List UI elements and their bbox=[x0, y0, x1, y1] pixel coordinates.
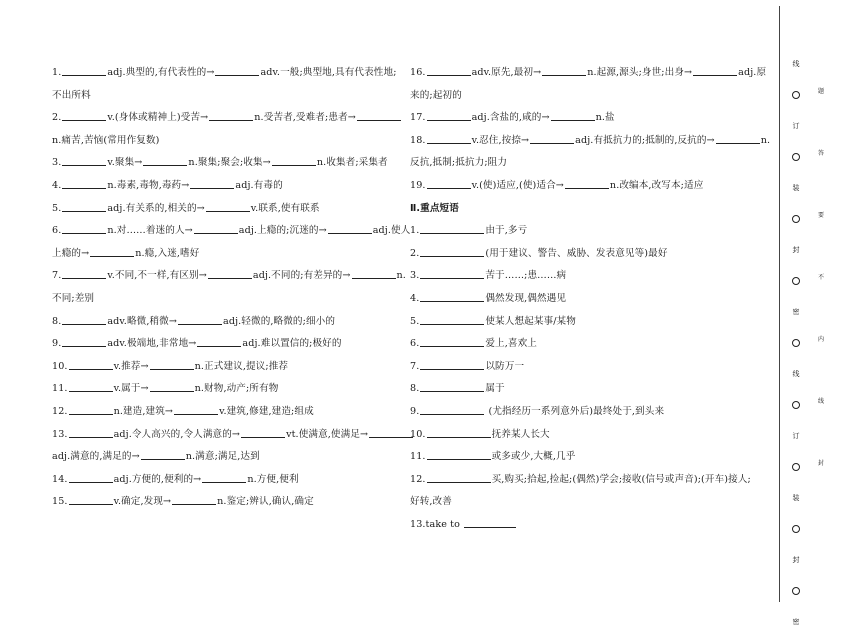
line-text: adj.令人高兴的,令人满意的→ bbox=[113, 428, 241, 440]
answer-blank[interactable] bbox=[420, 359, 484, 370]
binding-warning-char: 内 bbox=[817, 336, 824, 343]
answer-blank[interactable] bbox=[69, 472, 113, 483]
answer-blank[interactable] bbox=[427, 133, 471, 144]
answer-blank[interactable] bbox=[69, 381, 113, 392]
text-line bbox=[52, 424, 388, 447]
line-text: 11. bbox=[52, 383, 68, 395]
line-text: adj.满意的,满足的→ bbox=[52, 451, 140, 463]
line-text: 17. bbox=[410, 112, 426, 124]
line-text: n.鉴定;辨认,确认,确定 bbox=[217, 496, 314, 508]
binding-warning-char: 题 bbox=[817, 88, 824, 95]
text-line bbox=[52, 401, 388, 424]
binding-mark-char: 封 bbox=[792, 246, 800, 254]
binding-mark-char: 封 bbox=[792, 556, 800, 564]
binding-mark-char: 线 bbox=[792, 370, 800, 378]
line-text: 15. bbox=[52, 496, 68, 508]
answer-blank[interactable] bbox=[141, 449, 185, 460]
text-line bbox=[52, 288, 388, 311]
line-text: adj.有抵抗力的;抵制的,反抗的→ bbox=[575, 134, 715, 146]
section-title: 重点短语 bbox=[420, 202, 459, 214]
line-text: 4. bbox=[410, 292, 420, 304]
text-line bbox=[410, 62, 767, 85]
line-text: v.建筑,修建,建造;组成 bbox=[219, 405, 314, 417]
text-line bbox=[410, 514, 758, 537]
line-text: adj.使人 bbox=[372, 225, 411, 237]
line-text: 11. bbox=[410, 451, 426, 463]
text-line bbox=[52, 491, 388, 514]
answer-blank[interactable] bbox=[420, 223, 484, 234]
line-text: n.建造,建筑→ bbox=[113, 405, 174, 417]
answer-blank[interactable] bbox=[206, 201, 250, 212]
answer-blank[interactable] bbox=[208, 268, 252, 279]
vocabulary-column-left bbox=[52, 62, 411, 514]
text-line bbox=[410, 152, 758, 175]
answer-blank[interactable] bbox=[62, 268, 106, 279]
text-line bbox=[410, 175, 758, 198]
answer-blank[interactable] bbox=[62, 201, 106, 212]
line-text: adj.方便的,便利的→ bbox=[113, 473, 202, 485]
binding-hole-circle bbox=[792, 401, 800, 409]
text-line bbox=[52, 469, 388, 492]
line-text: adj.原 bbox=[738, 67, 767, 78]
line-text: 5. bbox=[410, 315, 420, 327]
answer-blank[interactable] bbox=[693, 65, 737, 76]
line-text: n.起源,源头;身世;出身→ bbox=[587, 67, 693, 78]
answer-blank[interactable] bbox=[143, 155, 187, 166]
line-text: n.财物,动产;所有物 bbox=[194, 383, 279, 395]
line-text: 19. bbox=[410, 179, 426, 191]
line-text: 上瘾的→ bbox=[52, 247, 90, 259]
line-text: n.盐 bbox=[595, 112, 615, 124]
answer-blank[interactable] bbox=[197, 336, 241, 347]
text-line bbox=[410, 311, 758, 334]
line-text: 13.take to bbox=[410, 518, 464, 530]
text-line bbox=[52, 198, 388, 221]
answer-blank[interactable] bbox=[420, 381, 484, 392]
binding-mark-char: 订 bbox=[792, 432, 800, 440]
text-line bbox=[52, 85, 388, 108]
answer-blank[interactable] bbox=[272, 155, 316, 166]
line-text: 好转,改善 bbox=[410, 496, 452, 508]
answer-blank[interactable] bbox=[150, 381, 194, 392]
answer-blank[interactable] bbox=[62, 65, 106, 76]
line-text: adv.极端地,非常地→ bbox=[107, 338, 197, 350]
text-line bbox=[410, 491, 758, 514]
text-line bbox=[410, 198, 758, 221]
line-text: adj.不同的;有差异的→ bbox=[252, 270, 351, 282]
vocabulary-column-right bbox=[410, 62, 771, 536]
line-text: n.满意;满足,达到 bbox=[185, 451, 260, 463]
line-text: v.推荐→ bbox=[113, 360, 149, 372]
line-text: 不出所料 bbox=[52, 89, 91, 101]
binding-warning-char: 答 bbox=[817, 150, 824, 157]
text-line bbox=[52, 311, 388, 334]
binding-warning-char: 要 bbox=[817, 212, 824, 219]
answer-blank[interactable] bbox=[150, 359, 194, 370]
line-text: n.聚集;聚会;收集→ bbox=[188, 157, 271, 169]
binding-mark-char: 装 bbox=[792, 184, 800, 192]
answer-blank[interactable] bbox=[69, 404, 113, 415]
line-text: adj.有毒的 bbox=[235, 179, 283, 191]
line-text: (用于建议、警告、威胁、发表意见等)最好 bbox=[485, 247, 668, 259]
answer-blank[interactable] bbox=[420, 246, 484, 257]
line-text: 属于 bbox=[485, 383, 505, 395]
line-text: 12. bbox=[410, 473, 426, 485]
line-text: 7. bbox=[410, 360, 420, 372]
answer-blank[interactable] bbox=[427, 110, 471, 121]
text-line bbox=[52, 130, 388, 153]
text-line bbox=[410, 333, 758, 356]
line-text: 抚养某人长大 bbox=[491, 428, 550, 440]
line-text: 以防万一 bbox=[485, 360, 525, 372]
line-text: 爱上,喜欢上 bbox=[485, 338, 537, 350]
line-text: n.瘾,入迷,嗜好 bbox=[135, 247, 200, 259]
binding-warning-char: 封 bbox=[817, 460, 824, 467]
line-text: 8. bbox=[410, 383, 420, 395]
answer-blank[interactable] bbox=[62, 110, 106, 121]
line-text: n. bbox=[396, 270, 406, 282]
text-line bbox=[410, 356, 758, 379]
answer-blank[interactable] bbox=[420, 404, 484, 415]
line-text: 6. bbox=[52, 225, 62, 237]
line-text: 12. bbox=[52, 405, 68, 417]
line-text: n.改编本,改写本;适应 bbox=[609, 179, 704, 191]
line-text: 偶然发现,偶然遇见 bbox=[485, 292, 567, 304]
binding-mark-char: 装 bbox=[792, 494, 800, 502]
line-text: n.痛苦,苦恼(常用作复数) bbox=[52, 134, 160, 146]
answer-blank[interactable] bbox=[551, 110, 595, 121]
answer-blank[interactable] bbox=[194, 223, 238, 234]
line-text: v.联系,使有联系 bbox=[250, 202, 320, 214]
line-text: adj.上瘾的;沉迷的→ bbox=[238, 225, 327, 237]
text-line bbox=[52, 243, 388, 266]
line-text: 9. bbox=[52, 338, 62, 350]
line-text: 1. bbox=[410, 225, 420, 237]
line-text: n.毒素,毒物,毒药→ bbox=[107, 179, 190, 191]
text-line bbox=[52, 333, 388, 356]
binding-mark-char: 密 bbox=[792, 308, 800, 316]
line-text: 18. bbox=[410, 134, 426, 146]
text-line bbox=[410, 243, 758, 266]
binding-hole-circle bbox=[792, 153, 800, 161]
line-text: v.(使)适应,(使)适合→ bbox=[471, 179, 564, 191]
line-text: 或多或少,大概,几乎 bbox=[491, 451, 576, 463]
line-text: v.不同,不一样,有区别→ bbox=[107, 270, 207, 282]
line-text: n.收集者;采集者 bbox=[316, 157, 388, 169]
answer-blank[interactable] bbox=[90, 246, 134, 257]
binding-mark-char: 线 bbox=[792, 60, 800, 68]
text-line bbox=[410, 378, 758, 401]
text-line bbox=[52, 175, 388, 198]
line-text: n.正式建议,提议;推荐 bbox=[194, 360, 289, 372]
answer-blank[interactable] bbox=[427, 449, 491, 460]
answer-blank[interactable] bbox=[565, 178, 609, 189]
line-text: v.(身体或精神上)受苦→ bbox=[107, 112, 209, 124]
line-text: adj.难以置信的;极好的 bbox=[242, 338, 342, 350]
line-text: n. bbox=[760, 134, 771, 146]
answer-blank[interactable] bbox=[352, 268, 396, 279]
text-line bbox=[52, 265, 406, 288]
text-line bbox=[52, 378, 388, 401]
answer-blank[interactable] bbox=[369, 427, 413, 438]
text-line bbox=[52, 446, 388, 469]
binding-hole-circle bbox=[792, 339, 800, 347]
answer-blank[interactable] bbox=[464, 517, 516, 528]
answer-blank[interactable] bbox=[357, 110, 401, 121]
answer-blank[interactable] bbox=[427, 427, 491, 438]
answer-blank[interactable] bbox=[69, 427, 113, 438]
line-text: n.受苦者,受难者;患者→ bbox=[254, 112, 356, 124]
binding-mark-char: 订 bbox=[792, 122, 800, 130]
text-line bbox=[410, 220, 758, 243]
line-text: 9. bbox=[410, 405, 420, 417]
answer-blank[interactable] bbox=[427, 65, 471, 76]
line-text: v.忍住,按捺→ bbox=[471, 134, 530, 146]
line-text: 14. bbox=[52, 473, 68, 485]
text-line bbox=[410, 401, 758, 424]
line-text: 来的;起初的 bbox=[410, 89, 462, 101]
binding-mark-char: 密 bbox=[792, 618, 800, 626]
line-text: 6. bbox=[410, 338, 420, 350]
section-title: Ⅱ. bbox=[410, 202, 421, 214]
answer-blank[interactable] bbox=[427, 472, 491, 483]
line-text: 16. bbox=[410, 67, 426, 78]
text-line bbox=[410, 107, 758, 130]
answer-blank[interactable] bbox=[241, 427, 285, 438]
line-text: 10. bbox=[52, 360, 68, 372]
answer-blank[interactable] bbox=[190, 178, 234, 189]
text-line bbox=[52, 62, 397, 85]
answer-blank[interactable] bbox=[62, 178, 106, 189]
line-text: adj.典型的,有代表性的→ bbox=[107, 67, 215, 78]
line-text: 苦于……;患……病 bbox=[485, 270, 567, 282]
text-line bbox=[410, 85, 758, 108]
line-text: 4. bbox=[52, 179, 62, 191]
line-text: 5. bbox=[52, 202, 62, 214]
text-line bbox=[52, 107, 388, 130]
line-text: 买,购买;拾起,捡起;(偶然)学会;接收(信号或声音);(开车)接人; bbox=[491, 473, 751, 485]
line-text: n.方便,便利 bbox=[247, 473, 299, 485]
line-text: adv.一般;典型地,具有代表性地; bbox=[260, 67, 397, 78]
line-text: 13. bbox=[52, 428, 68, 440]
line-text: v.确定,发现→ bbox=[113, 496, 172, 508]
answer-blank[interactable] bbox=[62, 223, 106, 234]
text-line bbox=[410, 265, 758, 288]
line-text: 由于,多亏 bbox=[485, 225, 528, 237]
answer-blank[interactable] bbox=[420, 314, 484, 325]
answer-blank[interactable] bbox=[215, 65, 259, 76]
line-text: adv.略微,稍微→ bbox=[107, 315, 178, 327]
answer-blank[interactable] bbox=[420, 336, 484, 347]
line-text: 反抗,抵制;抵抗力;阻力 bbox=[410, 157, 508, 169]
answer-blank[interactable] bbox=[420, 291, 484, 302]
answer-blank[interactable] bbox=[62, 336, 106, 347]
text-line bbox=[52, 152, 388, 175]
line-text: 7. bbox=[52, 270, 62, 282]
binding-hole-circle bbox=[792, 463, 800, 471]
line-text: adv.原先,最初→ bbox=[471, 67, 542, 78]
text-line bbox=[410, 469, 758, 492]
answer-blank[interactable] bbox=[209, 110, 253, 121]
line-text: adj.轻微的,略微的;细小的 bbox=[223, 315, 336, 327]
answer-blank[interactable] bbox=[174, 404, 218, 415]
text-line bbox=[410, 446, 758, 469]
binding-line bbox=[779, 6, 780, 602]
line-text: 1. bbox=[52, 67, 62, 78]
line-text: (尤指经历一系列意外后)最终处于,到头来 bbox=[485, 405, 665, 417]
binding-hole-circle bbox=[792, 587, 800, 595]
binding-hole-circle bbox=[792, 91, 800, 99]
line-text: 2. bbox=[52, 112, 62, 124]
text-line bbox=[410, 288, 758, 311]
binding-warning-char: 不 bbox=[817, 274, 824, 281]
answer-blank[interactable] bbox=[716, 133, 760, 144]
line-text: 10. bbox=[410, 428, 426, 440]
line-text: v.属于→ bbox=[113, 383, 149, 395]
answer-blank[interactable] bbox=[542, 65, 586, 76]
answer-blank[interactable] bbox=[178, 314, 222, 325]
answer-blank[interactable] bbox=[202, 472, 246, 483]
answer-blank[interactable] bbox=[69, 494, 113, 505]
answer-blank[interactable] bbox=[530, 133, 574, 144]
text-line bbox=[410, 424, 758, 447]
answer-blank[interactable] bbox=[172, 494, 216, 505]
binding-hole-circle bbox=[792, 525, 800, 533]
text-line bbox=[52, 220, 411, 243]
answer-blank[interactable] bbox=[328, 223, 372, 234]
line-text: adj.有关系的,相关的→ bbox=[107, 202, 205, 214]
answer-blank[interactable] bbox=[69, 359, 113, 370]
answer-blank[interactable] bbox=[420, 268, 484, 279]
text-line bbox=[52, 356, 388, 379]
answer-blank[interactable] bbox=[427, 178, 471, 189]
answer-blank[interactable] bbox=[62, 314, 106, 325]
text-line bbox=[410, 130, 771, 153]
line-text: 不同;差别 bbox=[52, 292, 95, 304]
line-text: 8. bbox=[52, 315, 62, 327]
line-text: v.聚集→ bbox=[107, 157, 143, 169]
line-text: 3. bbox=[52, 157, 62, 169]
answer-blank[interactable] bbox=[62, 155, 106, 166]
binding-warning-char: 线 bbox=[817, 398, 824, 405]
binding-hole-circle bbox=[792, 277, 800, 285]
binding-hole-circle bbox=[792, 215, 800, 223]
line-text: 使某人想起某事/某物 bbox=[485, 315, 576, 327]
line-text: n.对……着迷的人→ bbox=[107, 225, 193, 237]
line-text: 2. bbox=[410, 247, 420, 259]
line-text: vt.使满意,使满足→ bbox=[286, 428, 369, 440]
line-text: adj.含盐的,咸的→ bbox=[471, 112, 550, 124]
line-text: 3. bbox=[410, 270, 420, 282]
